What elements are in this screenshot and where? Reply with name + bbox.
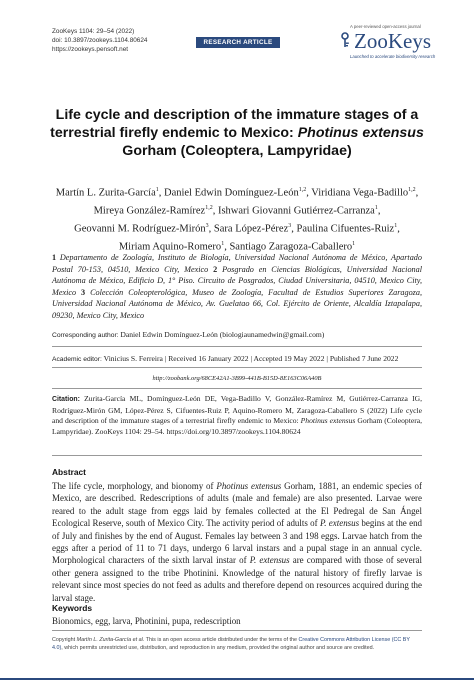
- author-affil-sup: 3: [288, 222, 292, 229]
- copyright-part: This is an open access article distributed under the terms of the: [144, 637, 299, 643]
- footer-rule: [0, 678, 474, 682]
- author: Miriam Aquino-Romero: [118, 241, 222, 253]
- abstract-part: Gorham, 1881, an endemic species of Mexico, are described. Redescriptions of adults (male and female) are also presented. Larvae were reared to the adult stage from eggs laid by females collected at the El Pedregal de San Ángel Ecological Reserve, south of Mexico City. The activity period of adults of: [52, 481, 423, 529]
- title-species: Photinus extensus: [297, 125, 424, 141]
- logo-tagline-top: A peer-reviewed open-access journal: [350, 24, 421, 29]
- keywords-heading: Keywords: [52, 603, 93, 613]
- affiliations: [52, 252, 422, 322]
- zookeys-logo: [328, 24, 436, 64]
- author: Martín L. Zurita-García: [55, 187, 156, 199]
- editorial-text: Vinicius S. Ferreira | Received 16 January 2022 | Accepted 19 May 2022 | Published 7 June 2022: [103, 354, 399, 363]
- author: Paulina Cifuentes-Ruiz: [296, 223, 395, 235]
- article-title: [40, 106, 434, 160]
- author: Santiago Zaragoza-Caballero: [229, 241, 353, 253]
- logo-tagline-bottom: Launched to accelerate biodiversity research: [350, 54, 436, 59]
- logo-name: ZooKeys: [354, 29, 431, 53]
- divider: [52, 367, 422, 368]
- affiliation-number: 2: [213, 264, 218, 274]
- editorial-dates: [52, 354, 422, 363]
- corresponding-author: [52, 330, 422, 339]
- author: Mireya González-Ramírez: [93, 205, 206, 217]
- author-affil-sup: 1: [374, 204, 378, 211]
- affiliation-text: Departamento de Zoología, Instituto de Biología, Universidad Nacional Autónoma de México, Apartado Postal 70-153, 04510, Mexico City, Mexico: [52, 253, 422, 274]
- author: Sara López-Pérez: [213, 223, 289, 235]
- author-affil-sup: 1: [394, 222, 398, 229]
- author: Geovanni M. Rodríguez-Mirón: [74, 223, 206, 235]
- citation-text: Zurita-García ML, Domínguez-León DE, Vega-Badillo V, González-Ramírez M, Gutiérrez-Carranza IG, Rodríguez-Mirón GM, López-Pérez S, Cifuentes-Ruiz P, Aquino-Romero M, Zaragoza-Caballero S (2022) Life cycle and description of the immature stages of a terrestrial firefly endemic to Mexico:: [52, 394, 422, 426]
- author-affil-sup: 1,2: [408, 187, 416, 193]
- abstract-part: begins at the end of July and finishes by the end of August. Females lay between 3 and 198 eggs. Larvae hatch from the eggs after a period of 11 to 71 days, undergo 6 larval instars and a pupal stage in an annual cycle. Morphological characters of the sixth larval instar of: [52, 518, 423, 566]
- author: Ishwari Giovanni Gutiérrez-Carranza: [217, 205, 375, 217]
- citation-label: Citation:: [52, 396, 80, 403]
- title-line-2: [40, 124, 434, 142]
- license-link[interactable]: Creative Commons Attribution License (CC BY 4.0): [52, 637, 410, 651]
- author-affil-sup: 3: [205, 222, 209, 229]
- divider: [52, 388, 422, 389]
- article-type-badge: RESEARCH ARTICLE: [196, 37, 280, 48]
- title-line-3: Gorham (Coleoptera, Lampyridae): [122, 143, 352, 159]
- abstract-species: P. extensus: [249, 555, 290, 566]
- zoobank-link[interactable]: http://zoobank.org/68CE42A1-3B99-441B-B15D-8E163C06A40B: [152, 375, 322, 382]
- abstract-part: The life cycle, morphology, and bionomy of: [52, 481, 217, 491]
- author-affil-sup: 1: [352, 240, 356, 247]
- copyright-part: Copyright: [52, 637, 77, 643]
- affiliation-text: Posgrado en Ciencias Biológicas, Universidad Nacional Autónoma de México, Edificio D, 1° Piso. Circuito de Posgrados, Ciudad Universitaria, 04510, Mexico City, Mexico: [52, 264, 423, 297]
- divider: [52, 630, 422, 631]
- corresponding-name: Daniel Edwin Domínguez-León: [120, 330, 218, 339]
- author-affil-sup: 1: [221, 240, 225, 247]
- title-line-1: Life cycle and description of the immature stages of a: [55, 107, 419, 123]
- editor-label: Academic editor:: [52, 356, 102, 363]
- journal-issue: ZooKeys 1104: 29–54 (2022): [52, 28, 135, 35]
- copyright-part: , which permits unrestricted use, distribution, and reproduction in any medium, provided the original author and source are credited.: [61, 645, 375, 651]
- author-affil-sup: 1: [155, 187, 159, 193]
- abstract-part: are compared with those of several other genera assigned to the tribe Photinini. Knowledge of the natural history of firefly larvae is relevant since most species do not feed as adults and therefore depend on resources acquired during the larval stage.: [52, 555, 422, 603]
- journal-url[interactable]: https://zookeys.pensoft.net: [52, 46, 129, 53]
- abstract-species: Photinus extensus: [216, 481, 282, 491]
- corresponding-email[interactable]: (biologiaunamedwin@gmail.com): [219, 330, 325, 339]
- copyright-holder: Martín L. Zurita-García et al.: [76, 637, 145, 643]
- title-line-2-text: terrestrial firefly endemic to Mexico:: [50, 125, 298, 141]
- author: Daniel Edwin Domínguez-León: [163, 187, 299, 199]
- zookeys-key-icon: [338, 32, 352, 48]
- divider: [52, 455, 422, 456]
- affiliation-text: Colección Coleopterológica, Museo de Zoología, Facultad de Estudios Superiores Zaragoza, Universidad Nacional Autónoma de México, Av. Guelatao 66, Col. Ejército de Oriente, Alcaldía Iztapalapa, 09230, Mexico City, Mexico: [52, 287, 422, 320]
- author-list: Martín L. Zurita-García$^1$, Daniel Edwin Domínguez-León$^{1,2}$, Viridiana Vega-Badillo$^{1,2}$, Mireya González-Ramírez$^{1,2}$, Ishwari Giovanni Gutiérrez-Carranza$^1$, Geovanni M. Rodríguez-Mirón$^3$, Sara López-Pérez$^3$, Paulina Cifuentes-Ruiz$^1$, Miriam Aquino-Romero$^1$, Santiago Zaragoza-Caballero$^1$: [55, 187, 419, 253]
- divider: [52, 346, 422, 347]
- author-affil-sup: 1,2: [298, 187, 307, 193]
- abstract-species: P. extensus: [319, 518, 360, 529]
- citation-species: Photinus extensus: [300, 416, 356, 426]
- copyright-notice: [52, 636, 422, 652]
- author: Viridiana Vega-Badillo: [311, 187, 409, 199]
- affiliation-number: 3: [81, 287, 86, 297]
- citation-text-end: Gorham (Coleoptera, Lampyridae). ZooKeys 1104: 29–54. https://doi.org/10.3897/zookeys.1104.80624: [52, 416, 422, 436]
- journal-info: [52, 27, 147, 54]
- author-affil-sup: 1,2: [205, 204, 213, 211]
- affiliation-number: 1: [52, 253, 57, 262]
- abstract-heading: Abstract: [52, 467, 86, 477]
- doi-text[interactable]: doi: 10.3897/zookeys.1104.80624: [52, 37, 148, 44]
- corresponding-label: Corresponding author:: [52, 332, 119, 339]
- abstract-text: [52, 480, 422, 604]
- keywords-text: Bionomics, egg, larva, Photinini, pupa, redescription: [52, 616, 241, 626]
- citation-block: [52, 394, 422, 437]
